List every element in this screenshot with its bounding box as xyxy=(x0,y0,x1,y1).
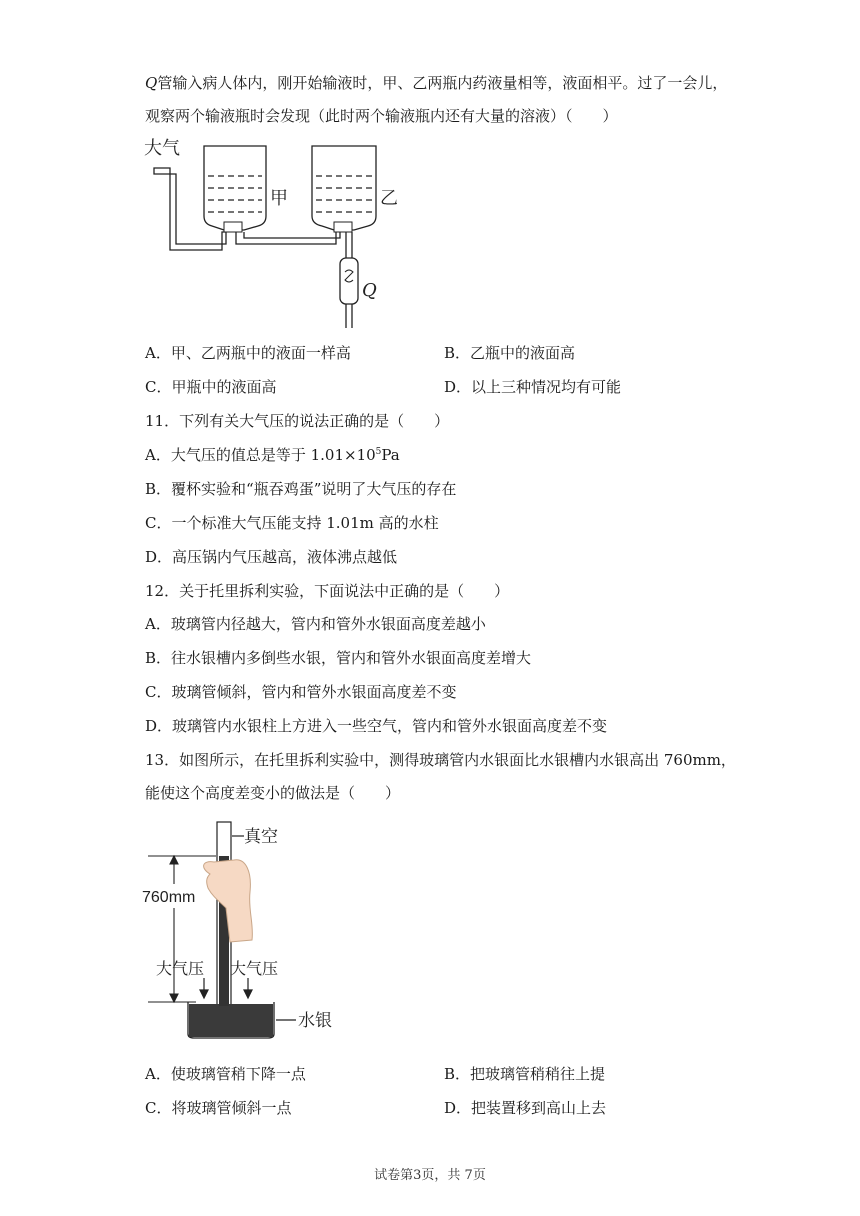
q10-connector-tube xyxy=(236,232,340,244)
q11-option-b[interactable]: B．覆杯实验和“瓶吞鸡蛋”说明了大气压的存在 xyxy=(145,480,457,498)
q12-option-a[interactable]: A．玻璃管内径越大，管内和管外水银面高度差越小 xyxy=(145,615,486,633)
q10-option-b[interactable]: B．乙瓶中的液面高 xyxy=(444,344,576,362)
q10-label-atmosphere: 大气 xyxy=(144,138,180,158)
q12-stem: 12．关于托里拆利实验，下面说法中正确的是（ ） xyxy=(145,582,510,600)
q12-option-b[interactable]: B．往水银槽内多倒些水银，管内和管外水银面高度差增大 xyxy=(145,649,532,667)
q11-option-a[interactable] xyxy=(145,445,400,465)
q10-option-c[interactable]: C．甲瓶中的液面高 xyxy=(145,378,277,396)
page-footer: 试卷第3页，共 7页 xyxy=(374,1168,486,1183)
q13-label-pressure-right: 大气压 xyxy=(230,961,279,978)
q10-infusion-figure xyxy=(140,132,410,338)
q13-label-vacuum: 真空 xyxy=(244,827,278,846)
q10-stem-line1 xyxy=(145,73,727,93)
q10-option-a[interactable]: A．甲、乙两瓶中的液面一样高 xyxy=(145,344,351,362)
q13-torricelli-figure xyxy=(140,812,370,1044)
q11-option-a-sup: 5 xyxy=(375,447,382,457)
q10-drip-chamber xyxy=(340,258,358,304)
q13-option-c[interactable]: C．将玻璃管倾斜一点 xyxy=(145,1099,292,1117)
q12-option-d[interactable]: D．玻璃管内水银柱上方进入一些空气，管内和管外水银面高度差不变 xyxy=(145,717,608,735)
q10-stem-line2: 观察两个输液瓶时会发现（此时两个输液瓶内还有大量的溶液）（ ） xyxy=(145,107,618,125)
q12-option-c[interactable]: C．玻璃管倾斜，管内和管外水银面高度差不变 xyxy=(145,683,457,701)
q10-var-q: Q xyxy=(145,74,158,92)
q11-option-c[interactable]: C．一个标准大气压能支持 1.01m 高的水柱 xyxy=(145,514,439,532)
q13-option-b[interactable]: B．把玻璃管稍稍往上提 xyxy=(444,1065,606,1083)
q10-air-tube xyxy=(154,168,226,250)
q11-option-a-pre: A．大气压的值总是等于 1.01×10 xyxy=(145,446,376,464)
q13-option-d[interactable]: D．把装置移到高山上去 xyxy=(444,1099,607,1117)
q11-option-d[interactable]: D．高压锅内气压越高，液体沸点越低 xyxy=(145,548,398,566)
q10-label-yi: 乙 xyxy=(380,188,398,208)
q13-label-pressure-left: 大气压 xyxy=(156,961,205,978)
q13-label-height: 760mm xyxy=(142,889,196,906)
q10-stem-text1: 管输入病人体内，刚开始输液时，甲、乙两瓶内药液量相等，液面相平。过了一会儿， xyxy=(157,74,728,92)
q13-label-mercury: 水银 xyxy=(298,1011,332,1030)
q13-stem-line1: 13．如图所示，在托里拆利实验中，测得玻璃管内水银面比水银槽内水银高出 760mm， xyxy=(145,751,736,769)
q10-label-q: Q xyxy=(362,280,377,301)
q11-stem: 11．下列有关大气压的说法正确的是（ ） xyxy=(145,412,450,430)
q13-option-a[interactable]: A．使玻璃管稍下降一点 xyxy=(145,1065,306,1083)
q11-option-a-post: Pa xyxy=(381,446,400,464)
q10-label-jia: 甲 xyxy=(270,188,288,208)
q10-outlet-tube xyxy=(346,232,352,258)
q10-option-d[interactable]: D．以上三种情况均有可能 xyxy=(444,378,622,396)
q13-stem-line2: 能使这个高度差变小的做法是（ ） xyxy=(145,784,401,802)
